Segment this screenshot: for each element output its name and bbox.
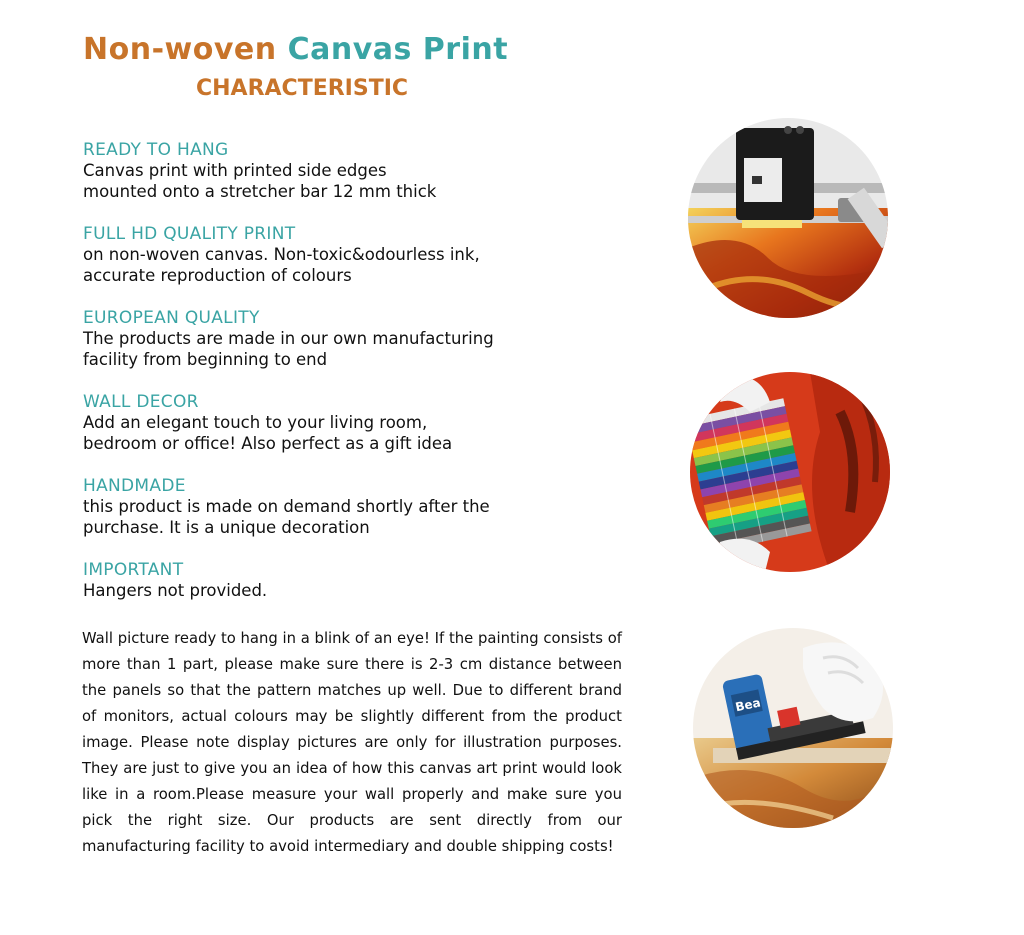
feature-item (83, 392, 623, 476)
feature-heading: IMPORTANT (83, 560, 184, 580)
stapler-brand-label: Bea (734, 695, 762, 715)
feature-text: Add an elegant touch to your living room, bedroom or office! Also perfect as a gift idea (83, 413, 453, 453)
feature-heading: FULL HD QUALITY PRINT (83, 224, 296, 244)
page-subtitle: CHARACTERISTIC (196, 76, 409, 101)
feature-item (83, 224, 623, 308)
feature-heading: EUROPEAN QUALITY (83, 308, 260, 328)
feature-text: this product is made on demand shortly after the purchase. It is a unique decoration (83, 497, 490, 537)
printer-photo-icon (688, 118, 888, 318)
staple-gun-photo-icon (693, 628, 893, 828)
feature-item (83, 308, 623, 392)
feature-list (83, 140, 623, 644)
page-title (83, 32, 508, 67)
feature-item (83, 140, 623, 224)
feature-heading: WALL DECOR (83, 392, 199, 412)
feature-item (83, 476, 623, 560)
description-paragraph: Wall picture ready to hang in a blink of an eye! If the painting consists of more than 1 part, please make sure there is 2-3 cm distance between the panels so that the pattern matches up well. Due to different brand of monitors, actual colours may be slightly different from the product image. Please note display pictures are only for illustration purposes. They are just to give you an idea of how this canvas art print would look like in a room.Please measure your wall properly and make sure you pick the right size. Our products are sent directly from our manufacturing facility to avoid intermediary and double shipping costs! (82, 630, 622, 855)
feature-heading: READY TO HANG (83, 140, 229, 160)
feature-text: Canvas print with printed side edges mounted onto a stretcher bar 12 mm thick (83, 161, 437, 201)
feature-text: The products are made in our own manufacturing facility from beginning to end (83, 329, 494, 369)
color-swatches-photo-icon (690, 372, 890, 572)
title-part-1: Non-woven (83, 32, 277, 67)
feature-text: on non-woven canvas. Non-toxic&odourless ink, accurate reproduction of colours (83, 245, 480, 285)
feature-text: Hangers not provided. (83, 581, 268, 600)
title-part-2: Canvas Print (287, 32, 509, 67)
feature-heading: HANDMADE (83, 476, 186, 496)
